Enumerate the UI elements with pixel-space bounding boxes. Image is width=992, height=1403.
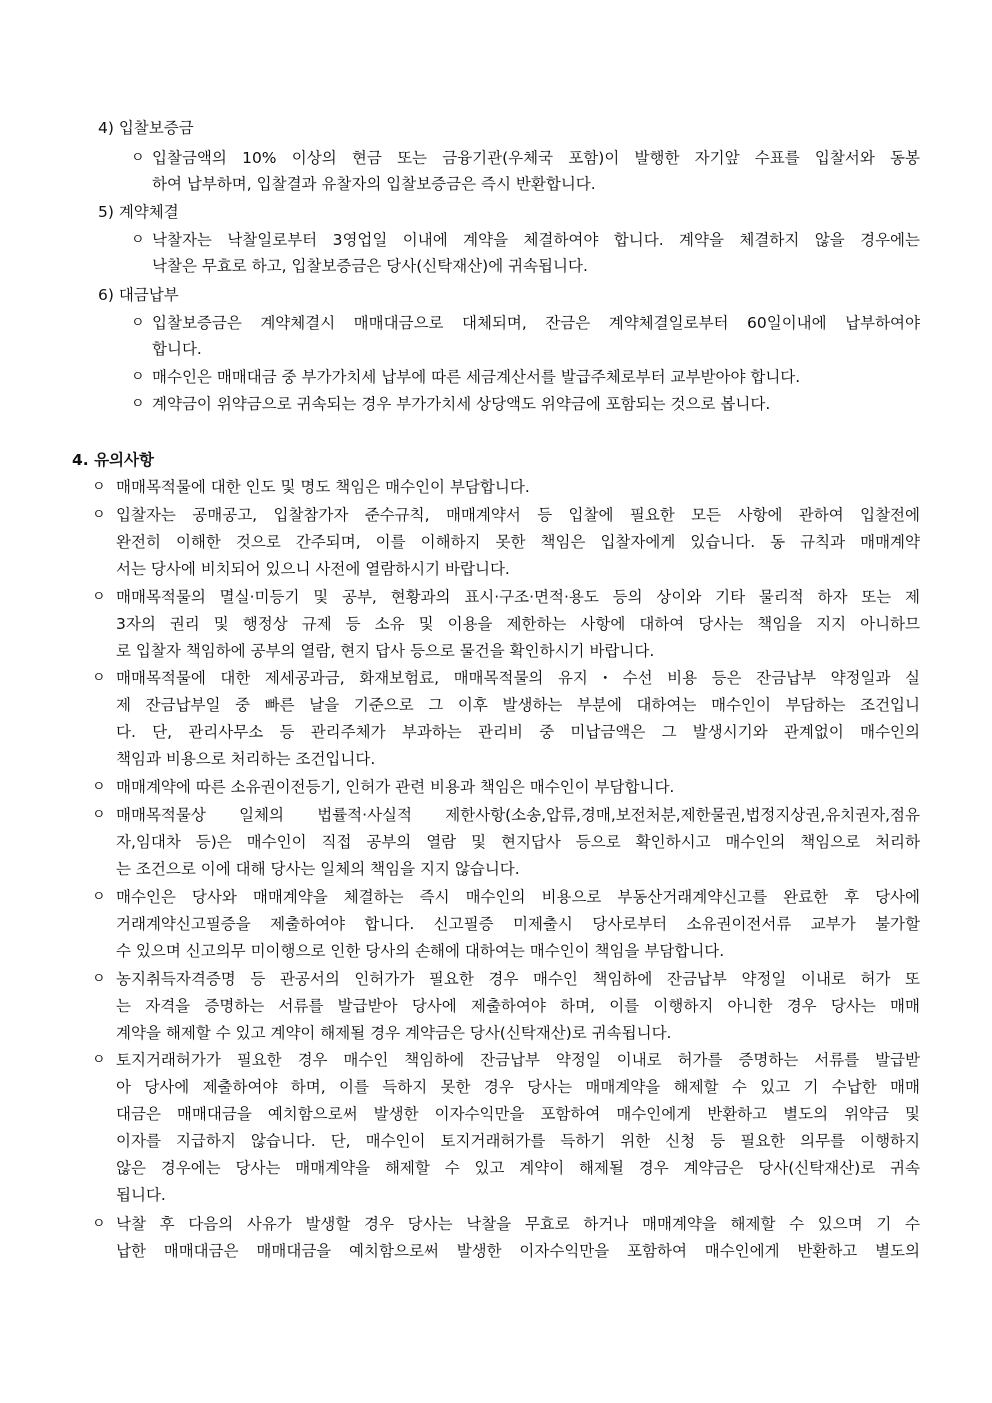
bullet-marker: ㅇ — [131, 232, 145, 248]
notes-item8-line-2: 는 자격을 증명하는 서류를 발급받아 당사에 제출하여야 하며, 이를 이행하지 아니한 경우 당사는 매매 — [116, 997, 920, 1015]
notes-item3-line-2: 3자의 권리 및 행정상 규제 등 소유 및 이용을 제한하는 사항에 대하여 당사는 책임을 지지 아니하므 — [116, 615, 920, 633]
notes-item4-line-4: 책임과 비용으로 처리하는 조건입니다. — [116, 750, 376, 768]
notes-item8-line-3: 계약을 해제할 수 있고 계약이 해제될 경우 계약금은 당사(신탁재산)로 귀속됩니다. — [116, 1024, 672, 1042]
payment-item2-line-1: 매수인은 매매대금 중 부가가치세 납부에 따른 세금계산서를 발급주체로부터 교부받아야 합니다. — [152, 368, 801, 386]
section-heading-notes: 4. 유의사항 — [72, 451, 154, 469]
bullet-marker: ㅇ — [92, 1052, 106, 1068]
bullet-marker: ㅇ — [131, 396, 145, 412]
bullet-marker: ㅇ — [92, 779, 106, 795]
notes-item9-line-3: 대금은 매매대금을 예치함으로써 발생한 이자수익만을 포함하여 매수인에게 반환하고 별도의 위약금 및 — [116, 1105, 920, 1123]
bullet-marker: ㅇ — [92, 479, 106, 495]
notes-item7-line-1: 매수인은 당사와 매매계약을 체결하는 즉시 매수인의 비용으로 부동산거래계약신고를 완료한 후 당사에 — [116, 888, 920, 906]
notes-item2-line-3: 서는 당사에 비치되어 있으니 사전에 열람하시기 바랍니다. — [116, 560, 510, 578]
contract-item-line-2: 낙찰은 무효로 하고, 입찰보증금은 당사(신탁재산)에 귀속됩니다. — [152, 257, 588, 275]
bullet-marker: ㅇ — [92, 807, 106, 823]
payment-item3-line-1: 계약금이 위약금으로 귀속되는 경우 부가가치세 상당액도 위약금에 포함되는 것으로 봅니다. — [152, 395, 771, 413]
notes-item2-line-2: 완전히 이해한 것으로 간주되며, 이를 이해하지 못한 책임은 입찰자에게 있습니다. 동 규칙과 매매계약 — [116, 533, 920, 551]
bullet-marker: ㅇ — [92, 589, 106, 605]
notes-item6-line-3: 는 조건으로 이에 대해 당사는 일체의 책임을 지지 않습니다. — [116, 860, 520, 878]
bullet-marker: ㅇ — [92, 889, 106, 905]
notes-item10-line-2: 납한 매매대금은 매매대금을 예치함으로써 발생한 이자수익만을 포함하여 매수인에게 반환하고 별도의 — [116, 1242, 920, 1260]
notes-item2-line-1: 입찰자는 공매공고, 입찰참가자 준수규칙, 매매계약서 등 입찰에 필요한 모든 사항에 관하여 입찰전에 — [116, 506, 920, 524]
notes-item7-line-2: 거래계약신고필증을 제출하여야 합니다. 신고필증 미제출시 당사로부터 소유권이전서류 교부가 불가할 — [116, 915, 920, 933]
bullet-marker: ㅇ — [92, 507, 106, 523]
notes-item3-line-3: 로 입찰자 책임하에 공부의 열람, 현지 답사 등으로 물건을 확인하시기 바랍니다. — [116, 642, 655, 660]
notes-item4-line-3: 다. 단, 관리사무소 등 관리주체가 부과하는 관리비 중 미납금액은 그 발생시기와 관계없이 매수인의 — [116, 723, 920, 741]
deposit-item-line-1: 입찰금액의 10% 이상의 현금 또는 금융기관(우체국 포함)이 발행한 자기앞 수표를 입찰서와 동봉 — [152, 149, 920, 167]
subsection-heading-contract: 5) 계약체결 — [98, 203, 179, 221]
notes-item5-line-1: 매매계약에 따른 소유권이전등기, 인허가 관련 비용과 책임은 매수인이 부담합니다. — [116, 778, 675, 796]
notes-item7-line-3: 수 있으며 신고의무 미이행으로 인한 당사의 손해에 대하여는 매수인이 책임을 부담합니다. — [116, 942, 725, 960]
notes-item9-line-2: 아 당사에 제출하여야 하며, 이를 득하지 못한 경우 당사는 매매계약을 해제할 수 있고 기 수납한 매매 — [116, 1078, 920, 1096]
notes-item9-line-1: 토지거래허가가 필요한 경우 매수인 책임하에 잔금납부 약정일 이내로 허가를 증명하는 서류를 발급받 — [116, 1051, 920, 1069]
notes-item3-line-1: 매매목적물의 멸실·미등기 및 공부, 현황과의 표시·구조·면적·용도 등의 상이와 기타 물리적 하자 또는 제 — [116, 588, 920, 606]
bullet-marker: ㅇ — [92, 670, 106, 686]
bullet-marker: ㅇ — [92, 1216, 106, 1232]
subsection-heading-deposit: 4) 입찰보증금 — [98, 119, 194, 137]
bullet-marker: ㅇ — [131, 369, 145, 385]
notes-item9-line-5: 않은 경우에는 당사는 매매계약을 해제할 수 있고 계약이 해제될 경우 계약금은 당사(신탁재산)로 귀속 — [116, 1159, 920, 1177]
notes-item8-line-1: 농지취득자격증명 등 관공서의 인허가가 필요한 경우 매수인 책임하에 잔금납부 약정일 이내로 허가 또 — [116, 970, 920, 988]
contract-item-line-1: 낙찰자는 낙찰일로부터 3영업일 이내에 계약을 체결하여야 합니다. 계약을 체결하지 않을 경우에는 — [152, 231, 920, 249]
payment-item1-line-1: 입찰보증금은 계약체결시 매매대금으로 대체되며, 잔금은 계약체결일로부터 60일이내에 납부하여야 — [152, 314, 920, 332]
bullet-marker: ㅇ — [131, 315, 145, 331]
notes-item6-line-2: 자,임대차 등)은 매수인이 직접 공부의 열람 및 현지답사 등으로 확인하시고 매수인의 책임으로 처리하 — [116, 833, 920, 851]
subsection-heading-payment: 6) 대금납부 — [98, 286, 179, 304]
notes-item6-line-1: 매매목적물상 일체의 법률적·사실적 제한사항(소송,압류,경매,보전처분,제한물권,법정지상권,유치권자,점유 — [116, 806, 920, 824]
notes-item4-line-1: 매매목적물에 대한 제세공과금, 화재보험료, 매매목적물의 유지・수선 비용 등은 잔금납부 약정일과 실 — [116, 669, 920, 687]
notes-item9-line-4: 이자를 지급하지 않습니다. 단, 매수인이 토지거래허가를 득하기 위한 신청 등 필요한 의무를 이행하지 — [116, 1132, 920, 1150]
notes-item9-line-6: 됩니다. — [116, 1186, 166, 1204]
bullet-marker: ㅇ — [131, 150, 145, 166]
notes-item1-line-1: 매매목적물에 대한 인도 및 명도 책임은 매수인이 부담합니다. — [116, 478, 530, 496]
deposit-item-line-2: 하여 납부하며, 입찰결과 유찰자의 입찰보증금은 즉시 반환합니다. — [152, 175, 596, 193]
notes-item10-line-1: 낙찰 후 다음의 사유가 발생할 경우 당사는 낙찰을 무효로 하거나 매매계약을 해제할 수 있으며 기 수 — [116, 1215, 920, 1233]
bullet-marker: ㅇ — [92, 971, 106, 987]
notes-item4-line-2: 제 잔금납부일 중 빠른 날을 기준으로 그 이후 발생하는 부분에 대하여는 매수인이 부담하는 조건입니 — [116, 696, 920, 714]
payment-item1-line-2: 합니다. — [152, 340, 202, 358]
